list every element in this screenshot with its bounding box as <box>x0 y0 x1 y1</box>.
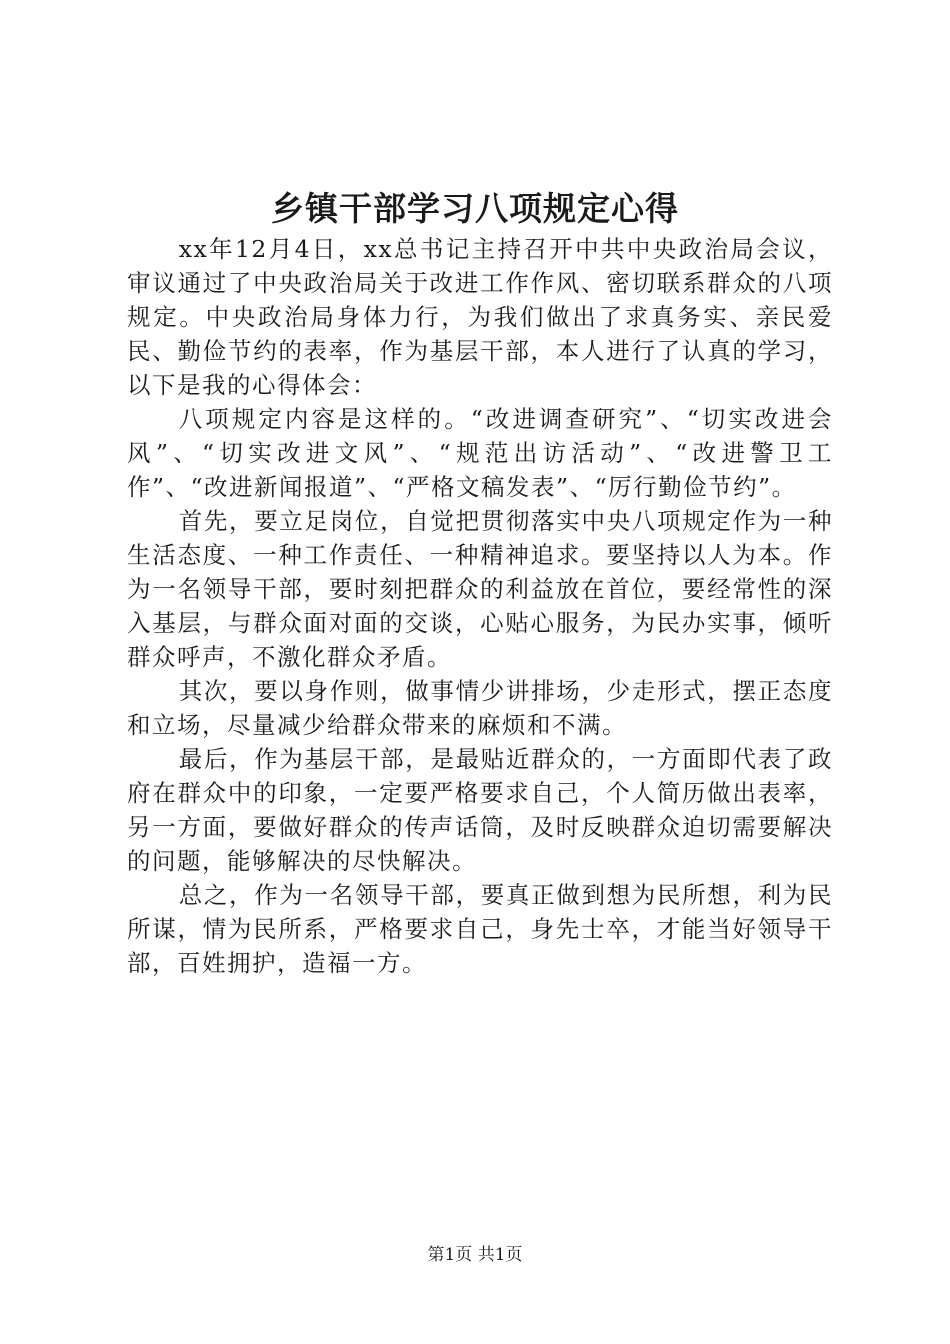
paragraph-intro: xx年12月4日，xx总书记主持召开中共中央政治局会议，审议通过了中央政治局关于改进工作作风、密切联系群众的八项规定。中央政治局身体力行，为我们做出了求真务实、亲民爱民、勤俭节约的表率，作为基层干部，本人进行了认真的学习，以下是我的心得体会： <box>127 235 833 399</box>
paragraph-first: 首先，要立足岗位，自觉把贯彻落实中央八项规定作为一种生活态度、一种工作责任、一种精神追求。要坚持以人为本。作为一名领导干部，要时刻把群众的利益放在首位，要经常性的深入基层，与群众面对面的交谈，心贴心服务，为民办实事，倾听群众呼声，不激化群众矛盾。 <box>127 507 833 671</box>
document-body <box>127 232 833 980</box>
paragraph-last: 最后，作为基层干部，是最贴近群众的，一方面即代表了政府在群众中的印象，一定要严格要求自己，个人简历做出表率，另一方面，要做好群众的传声话筒，及时反映群众迫切需要解决的问题，能够解决的尽快解决。 <box>127 745 833 875</box>
paragraph-eight-rules: 八项规定内容是这样的。“改进调查研究”、“切实改进会风”、“切实改进文风”、“规范出访活动”、“改进警卫工作”、“改进新闻报道”、“严格文稿发表”、“厉行勤俭节约”。 <box>127 405 833 501</box>
paragraph-conclusion: 总之，作为一名领导干部，要真正做到想为民所想，利为民所谋，情为民所系，严格要求自己，身先士卒，才能当好领导干部，百姓拥护，造福一方。 <box>127 881 833 977</box>
paragraph-second: 其次，要以身作则，做事情少讲排场，少走形式，摆正态度和立场，尽量减少给群众带来的麻烦和不满。 <box>127 677 833 739</box>
page-footer: 第1页 共1页 <box>427 1245 523 1265</box>
document-title: 乡镇干部学习八项规定心得 <box>271 189 679 228</box>
